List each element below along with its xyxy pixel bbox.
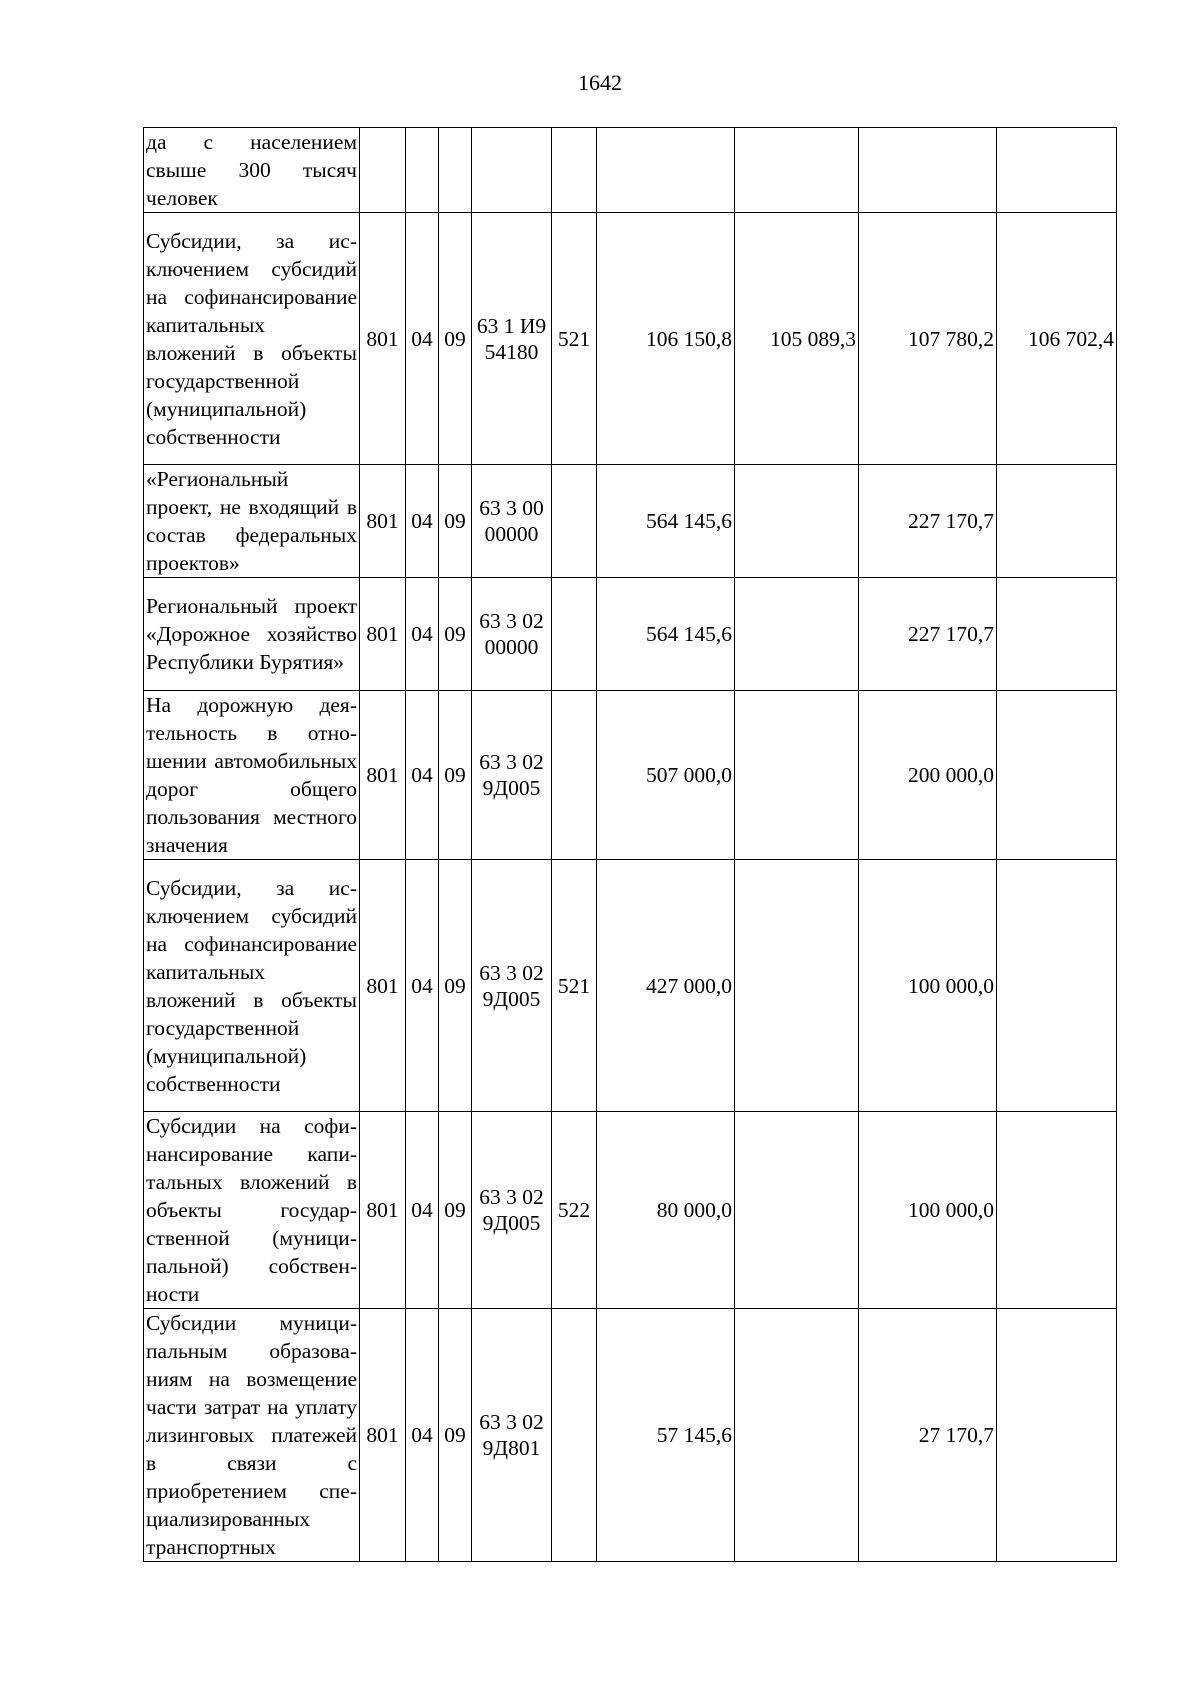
gov-code: 801 <box>360 578 406 691</box>
subsection-code: 09 <box>439 213 472 465</box>
expense-type <box>552 465 597 578</box>
amount-4 <box>997 128 1117 213</box>
subsection-code: 09 <box>439 860 472 1112</box>
amount-4: 106 702,4 <box>997 213 1117 465</box>
section-code: 04 <box>406 578 439 691</box>
amount-4 <box>997 1309 1117 1562</box>
table-row <box>144 578 1117 691</box>
expense-type: 521 <box>552 860 597 1112</box>
row-name: Субсидии, за исключением субсидий на софинансирование капитальных вложений в объекты государственной (муниципальной) собственности <box>144 860 360 1112</box>
expense-type <box>552 1309 597 1562</box>
section-code: 04 <box>406 691 439 860</box>
amount-3: 107 780,2 <box>859 213 997 465</box>
gov-code: 801 <box>360 691 406 860</box>
row-name: Субсидии муниципальным образованиям на возмещение части затрат на уплату лизинговых платежей в связи с приобретением специализированных транспортных <box>144 1309 360 1562</box>
amount-1: 507 000,0 <box>597 691 735 860</box>
amount-2 <box>735 691 859 860</box>
amount-2: 105 089,3 <box>735 213 859 465</box>
section-code: 04 <box>406 465 439 578</box>
row-name: Субсидии на софинансирование капитальных вложений в объекты государственной (муниципальной) собственности <box>144 1112 360 1309</box>
row-name: «Региональный проект, не входящий в состав федеральных проектов» <box>144 465 360 578</box>
gov-code: 801 <box>360 1309 406 1562</box>
subsection-code: 09 <box>439 691 472 860</box>
amount-1: 427 000,0 <box>597 860 735 1112</box>
section-code: 04 <box>406 1112 439 1309</box>
amount-4 <box>997 578 1117 691</box>
amount-2 <box>735 465 859 578</box>
row-name: да с населением свыше 300 тысяч человек <box>144 128 360 213</box>
budget-table <box>143 127 1117 1562</box>
table-row <box>144 1112 1117 1309</box>
page-number: 1642 <box>578 70 622 95</box>
section-code: 04 <box>406 213 439 465</box>
target-article: 63 1 И9 54180 <box>472 213 552 465</box>
amount-4 <box>997 860 1117 1112</box>
subsection-code <box>439 128 472 213</box>
subsection-code: 09 <box>439 1112 472 1309</box>
amount-3: 200 000,0 <box>859 691 997 860</box>
target-article: 63 3 00 00000 <box>472 465 552 578</box>
amount-1: 106 150,8 <box>597 213 735 465</box>
gov-code: 801 <box>360 465 406 578</box>
gov-code: 801 <box>360 213 406 465</box>
amount-4 <box>997 691 1117 860</box>
target-article: 63 3 02 9Д005 <box>472 691 552 860</box>
amount-1 <box>597 128 735 213</box>
table-row <box>144 860 1117 1112</box>
row-name: На дорожную деятельность в отношении автомобильных дорог общего пользования местного значения <box>144 691 360 860</box>
amount-4 <box>997 1112 1117 1309</box>
amount-3: 100 000,0 <box>859 860 997 1112</box>
amount-3 <box>859 128 997 213</box>
section-code: 04 <box>406 1309 439 1562</box>
table-body <box>144 128 1117 1562</box>
expense-type: 522 <box>552 1112 597 1309</box>
expense-type: 521 <box>552 213 597 465</box>
table-row <box>144 465 1117 578</box>
amount-3: 27 170,7 <box>859 1309 997 1562</box>
expense-type <box>552 128 597 213</box>
section-code: 04 <box>406 860 439 1112</box>
amount-1: 80 000,0 <box>597 1112 735 1309</box>
expense-type <box>552 578 597 691</box>
target-article: 63 3 02 9Д801 <box>472 1309 552 1562</box>
gov-code <box>360 128 406 213</box>
table-row <box>144 691 1117 860</box>
amount-1: 564 145,6 <box>597 465 735 578</box>
amount-2 <box>735 128 859 213</box>
amount-2 <box>735 578 859 691</box>
gov-code: 801 <box>360 1112 406 1309</box>
amount-4 <box>997 465 1117 578</box>
gov-code: 801 <box>360 860 406 1112</box>
section-code <box>406 128 439 213</box>
amount-3: 227 170,7 <box>859 465 997 578</box>
target-article: 63 3 02 00000 <box>472 578 552 691</box>
target-article <box>472 128 552 213</box>
amount-3: 227 170,7 <box>859 578 997 691</box>
table-row <box>144 128 1117 213</box>
amount-2 <box>735 1112 859 1309</box>
amount-2 <box>735 860 859 1112</box>
target-article: 63 3 02 9Д005 <box>472 1112 552 1309</box>
target-article: 63 3 02 9Д005 <box>472 860 552 1112</box>
table-row <box>144 213 1117 465</box>
subsection-code: 09 <box>439 578 472 691</box>
table-row <box>144 1309 1117 1562</box>
amount-3: 100 000,0 <box>859 1112 997 1309</box>
expense-type <box>552 691 597 860</box>
row-name: Субсидии, за исключением субсидий на софинансирование капитальных вложений в объекты государственной (муниципальной) собственности <box>144 213 360 465</box>
amount-1: 564 145,6 <box>597 578 735 691</box>
subsection-code: 09 <box>439 1309 472 1562</box>
amount-2 <box>735 1309 859 1562</box>
subsection-code: 09 <box>439 465 472 578</box>
row-name: Региональный проект «Дорожное хозяйство Республики Бурятия» <box>144 578 360 691</box>
amount-1: 57 145,6 <box>597 1309 735 1562</box>
